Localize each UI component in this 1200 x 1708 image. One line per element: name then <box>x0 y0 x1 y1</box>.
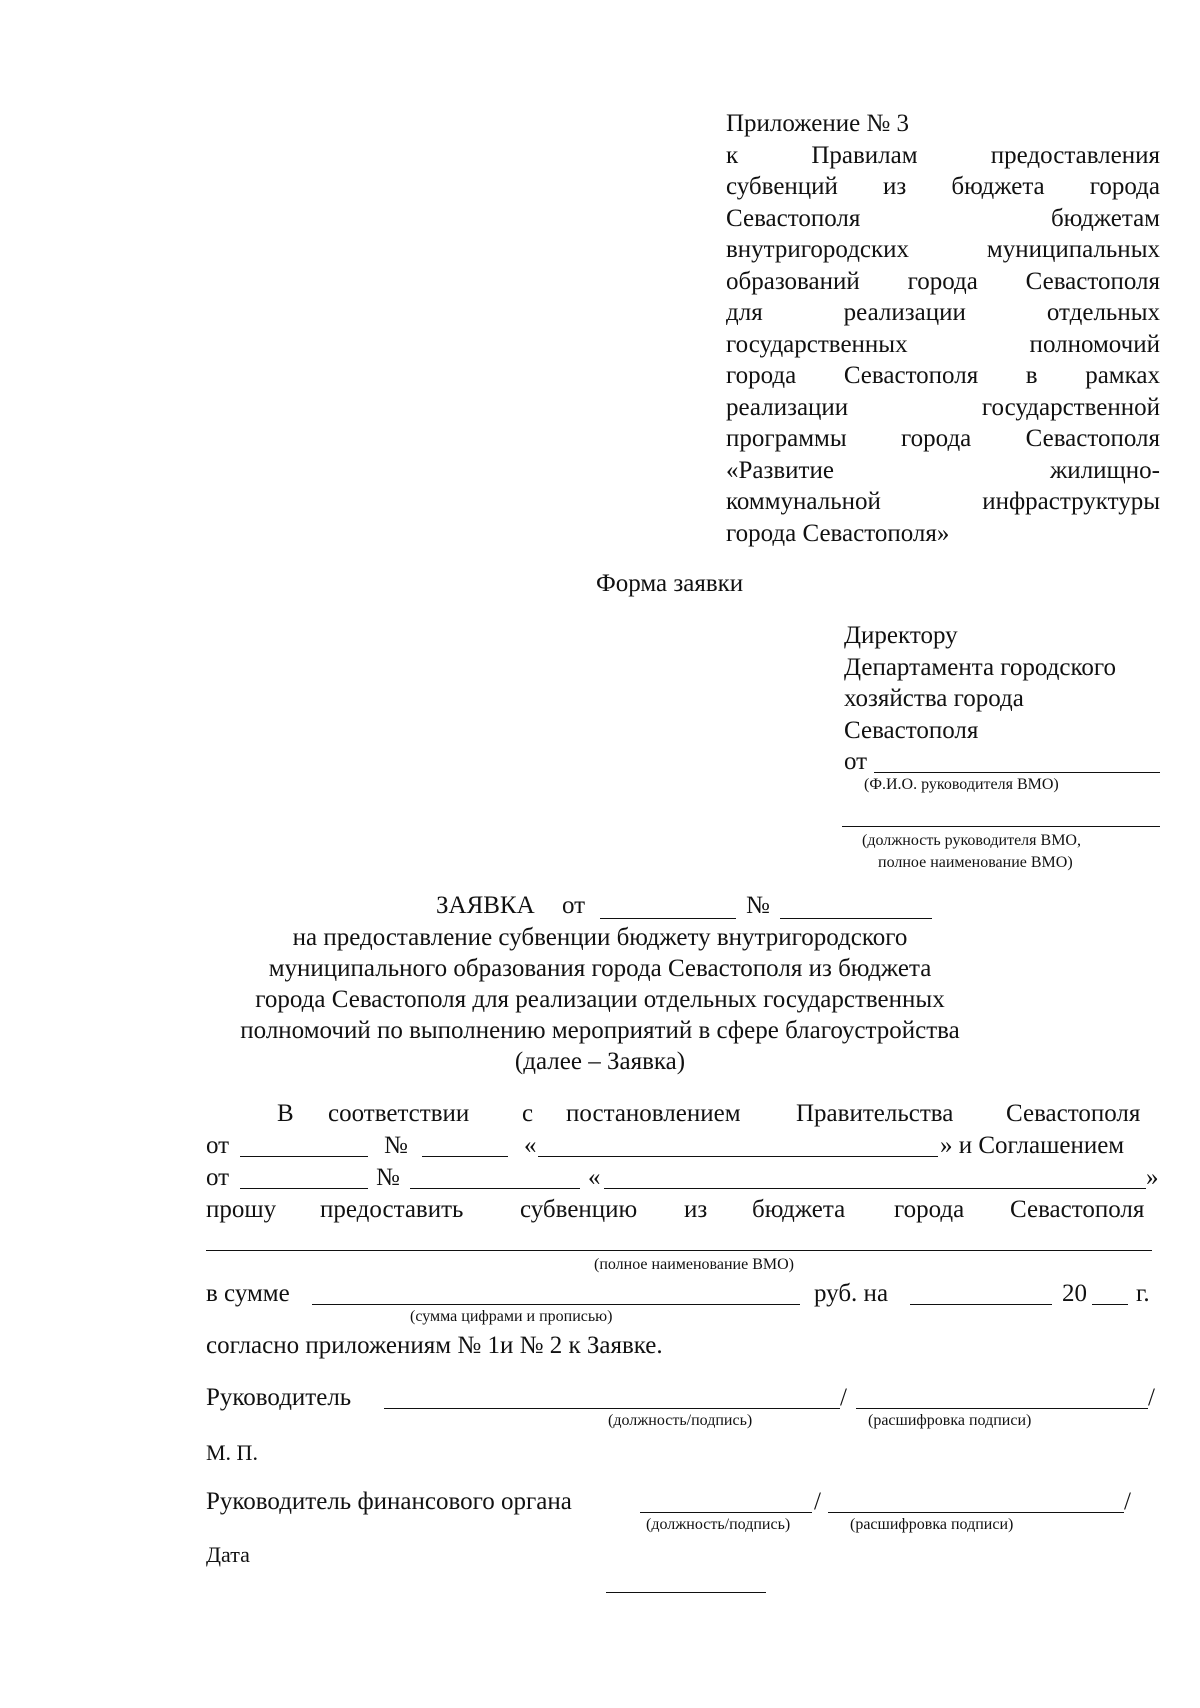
year-prefix: 20 <box>1062 1280 1087 1307</box>
appendix-line: внутригородских муниципальных <box>726 236 1160 263</box>
year-period-line[interactable] <box>910 1304 1052 1305</box>
vmo-name-line[interactable] <box>206 1250 1152 1251</box>
position-field-line[interactable] <box>842 826 1160 827</box>
form-title: Форма заявки <box>596 570 744 597</box>
body-word: города <box>894 1196 965 1223</box>
body-word: постановлением <box>566 1100 741 1127</box>
body-word: прошу <box>206 1196 277 1223</box>
fio-hint: (Ф.И.О. руководителя ВМО) <box>864 776 1059 793</box>
rub-label: руб. на <box>814 1280 889 1307</box>
appendix-line: коммунальной инфраструктуры <box>726 488 1160 515</box>
request-subtitle-line: полномочий по выполнению мероприятий в сфере благоустройства <box>240 1017 960 1044</box>
according-text: согласно приложениям № 1и № 2 к Заявке. <box>206 1332 663 1359</box>
resolution-number-label: № <box>384 1132 408 1159</box>
finance-slash: / <box>814 1488 821 1515</box>
agreement-close-quote: » <box>1146 1164 1159 1191</box>
appendix-line: субвенций из бюджета города <box>726 173 1160 200</box>
head-position-sign-line[interactable] <box>384 1408 840 1409</box>
closing-divider <box>606 1592 766 1593</box>
finance-decode-hint: (расшифровка подписи) <box>850 1516 1014 1533</box>
request-date-line[interactable] <box>600 918 736 919</box>
appendix-line: города Севастополя в рамках <box>726 362 1160 389</box>
finance-position-sign-line[interactable] <box>640 1512 812 1513</box>
addressee-line: Департамента городского <box>844 653 1117 681</box>
request-subtitle-line: города Севастополя для реализации отдельных государственных <box>255 986 945 1013</box>
appendix-line: программы города Севастополя <box>726 425 1160 452</box>
finance-slash-end: / <box>1124 1488 1131 1515</box>
appendix-line: Приложение № 3 <box>726 110 910 137</box>
head-label: Руководитель <box>206 1384 352 1411</box>
appendix-line: Севастополя бюджетам <box>726 204 1160 232</box>
resolution-date-line[interactable] <box>240 1156 368 1157</box>
head-slash: / <box>840 1384 847 1411</box>
finance-position-sign-hint: (должность/подпись) <box>646 1516 791 1533</box>
agreement-date-line[interactable] <box>240 1188 368 1189</box>
body-word: из <box>684 1196 708 1223</box>
request-title: ЗАЯВКА <box>436 892 535 919</box>
position-hint-1: (должность руководителя ВМО, <box>862 832 1081 849</box>
sum-hint: (сумма цифрами и прописью) <box>410 1308 613 1325</box>
appendix-line: образований города Севастополя <box>726 267 1160 295</box>
resolution-from-label: от <box>206 1132 230 1159</box>
stamp-label: М. П. <box>206 1440 258 1465</box>
vmo-name-hint: (полное наименование ВМО) <box>594 1256 794 1273</box>
body-word: Севастополя <box>1010 1196 1145 1223</box>
finance-decode-line[interactable] <box>828 1512 1124 1513</box>
resolution-number-line[interactable] <box>422 1156 508 1157</box>
appendix-line: государственных полномочий <box>726 330 1160 358</box>
agreement-number-line[interactable] <box>410 1188 580 1189</box>
appendix-line: города Севастополя» <box>726 519 950 547</box>
resolution-open-quote: « <box>524 1132 537 1159</box>
fio-field-line[interactable] <box>874 772 1160 773</box>
sum-field-line[interactable] <box>312 1304 800 1305</box>
body-word: Правительства <box>796 1100 954 1127</box>
body-word: субвенцию <box>520 1196 638 1223</box>
head-position-sign-hint: (должность/подпись) <box>608 1412 753 1429</box>
agreement-title-line[interactable] <box>604 1188 1146 1189</box>
date-label: Дата <box>206 1542 250 1567</box>
resolution-title-line[interactable] <box>538 1156 938 1157</box>
resolution-close-quote: » и Соглашением <box>940 1132 1125 1159</box>
body-word: В <box>277 1100 294 1127</box>
body-word: с <box>522 1100 534 1127</box>
addressee-line: Севастополя <box>844 716 979 744</box>
request-subtitle-line: на предоставление субвенции бюджету внутригородского <box>292 924 908 951</box>
appendix-line: к Правилам предоставления <box>726 141 1160 169</box>
finance-head-label: Руководитель финансового органа <box>206 1488 572 1515</box>
request-subtitle-line: муниципального образования города Севастополя из бюджета <box>268 955 932 982</box>
appendix-line: для реализации отдельных <box>726 299 1160 326</box>
request-number-label: № <box>746 892 770 919</box>
request-subtitle-line: (далее – Заявка) <box>514 1048 686 1075</box>
head-slash-end: / <box>1148 1384 1155 1411</box>
appendix-caption <box>726 108 1160 549</box>
head-decode-hint: (расшифровка подписи) <box>868 1412 1032 1429</box>
agreement-open-quote: « <box>588 1164 601 1191</box>
body-word: соответствии <box>328 1100 470 1127</box>
request-number-line[interactable] <box>780 918 932 919</box>
body-word: Севастополя <box>1006 1100 1141 1127</box>
year-suffix-line[interactable] <box>1092 1304 1128 1305</box>
addressee-line: хозяйства города <box>844 685 1024 712</box>
request-from-label: от <box>562 892 586 919</box>
position-hint-2: полное наименование ВМО) <box>878 854 1073 871</box>
body-word: бюджета <box>752 1196 846 1223</box>
addressee-line: Директору <box>844 622 958 649</box>
appendix-line: реализации государственной <box>726 393 1160 421</box>
addressee-block <box>844 620 1116 746</box>
agreement-from-label: от <box>206 1164 230 1191</box>
agreement-number-label: № <box>376 1164 400 1191</box>
head-decode-line[interactable] <box>856 1408 1148 1409</box>
addressee-from-label: от <box>844 748 868 775</box>
sum-label: в сумме <box>206 1280 290 1307</box>
body-word: предоставить <box>320 1196 464 1223</box>
year-suffix: г. <box>1136 1280 1150 1307</box>
appendix-line: «Развитие жилищно- <box>726 456 1160 484</box>
